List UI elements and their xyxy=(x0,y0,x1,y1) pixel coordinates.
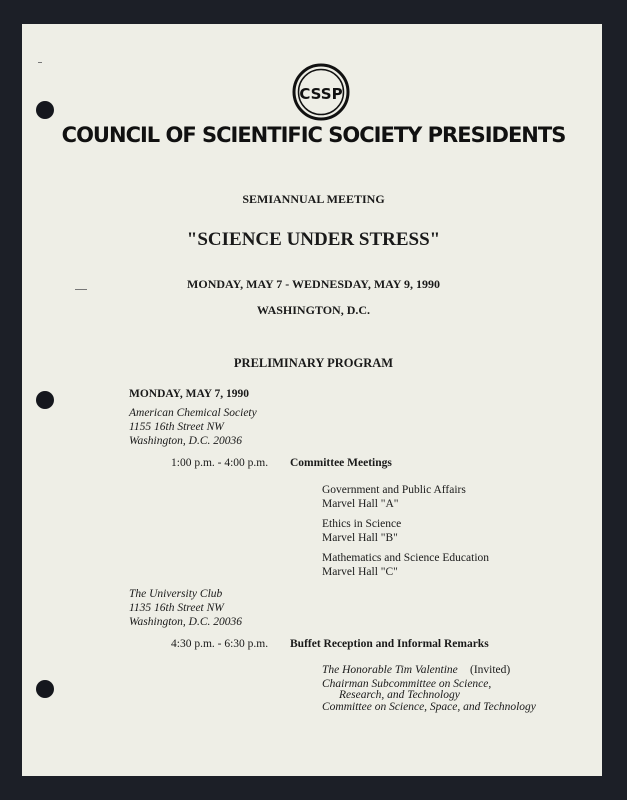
committee-item xyxy=(322,483,466,511)
cssp-logo xyxy=(292,63,350,121)
venue-name: The University Club xyxy=(129,588,223,600)
meeting-type: SEMIANNUAL MEETING xyxy=(242,192,385,206)
venue-name: American Chemical Society xyxy=(129,407,257,419)
venue-address xyxy=(129,406,257,448)
punch-hole xyxy=(36,391,54,409)
venue-street: 1155 16th Street NW xyxy=(129,421,224,433)
venue-city: Washington, D.C. 20036 xyxy=(129,616,242,628)
stray-mark xyxy=(38,62,42,63)
speaker-role: Research, and Technology xyxy=(339,689,460,701)
committee-name: Government and Public Affairs xyxy=(322,484,466,496)
punch-hole xyxy=(36,680,54,698)
meeting-dates: MONDAY, MAY 7 - WEDNESDAY, MAY 9, 1990 xyxy=(187,277,440,291)
session-title: Buffet Reception and Informal Remarks xyxy=(290,638,489,650)
session-time: 1:00 p.m. - 4:00 p.m. xyxy=(171,457,269,469)
committee-room: Marvel Hall "B" xyxy=(322,532,398,544)
meeting-location: WASHINGTON, D.C. xyxy=(256,303,371,317)
organization-name: COUNCIL OF SCIENTIFIC SOCIETY PRESIDENTS xyxy=(61,123,566,147)
speaker-committee: Committee on Science, Space, and Technology xyxy=(322,701,536,713)
speaker-name: The Honorable Tim Valentine xyxy=(322,664,458,676)
speaker-status: (Invited) xyxy=(470,664,511,676)
svg-text:CSSP: CSSP xyxy=(299,85,343,103)
committee-room: Marvel Hall "C" xyxy=(322,566,398,578)
committee-room: Marvel Hall "A" xyxy=(322,498,399,510)
venue-street: 1135 16th Street NW xyxy=(129,602,224,614)
venue-city: Washington, D.C. 20036 xyxy=(129,435,242,447)
committee-item xyxy=(322,517,401,545)
session-time: 4:30 p.m. - 6:30 p.m. xyxy=(171,638,269,650)
committee-name: Ethics in Science xyxy=(322,518,402,530)
meeting-title: "SCIENCE UNDER STRESS" xyxy=(186,229,441,250)
speaker-role: Chairman Subcommittee on Science, xyxy=(322,678,492,690)
day-date: MONDAY, MAY 7, 1990 xyxy=(129,388,250,400)
committee-name: Mathematics and Science Education xyxy=(322,552,490,564)
punch-hole xyxy=(36,101,54,119)
program-heading: PRELIMINARY PROGRAM xyxy=(233,356,394,370)
venue-address xyxy=(129,587,242,629)
committee-item xyxy=(322,551,489,579)
session-title: Committee Meetings xyxy=(290,457,392,469)
